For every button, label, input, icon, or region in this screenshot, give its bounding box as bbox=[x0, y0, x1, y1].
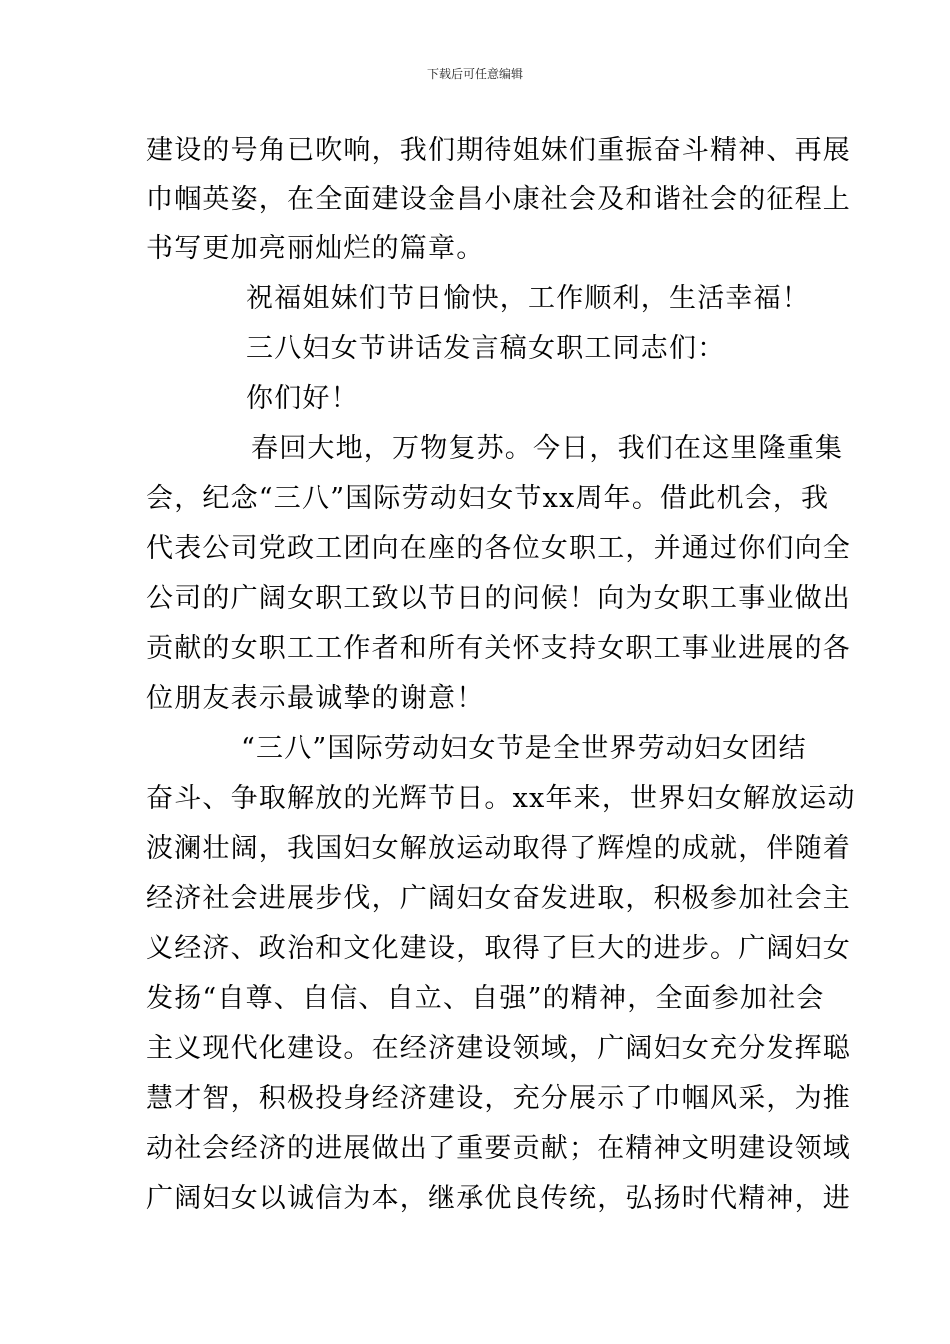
body-line: 波澜壮阔，我国妇女解放运动取得了辉煌的成就，伴随着 bbox=[146, 833, 851, 864]
body-line: 书写更加亮丽灿烂的篇章。 bbox=[146, 233, 485, 264]
body-line: 建设的号角已吹响，我们期待姐妹们重振奋斗精神、再展 bbox=[146, 135, 851, 166]
body-line: 你们好！ bbox=[246, 383, 359, 414]
body-line: 公司的广阔女职工致以节日的问候！向为女职工事业做出 bbox=[146, 583, 851, 614]
body-line: 主义现代化建设。在经济建设领域，广阔妇女充分发挥聪 bbox=[146, 1033, 851, 1064]
body-line: 位朋友表示最诚挚的谢意！ bbox=[146, 683, 485, 714]
body-line: 代表公司党政工团向在座的各位女职工，并通过你们向全 bbox=[146, 533, 851, 564]
body-line: 三八妇女节讲话发言稿女职工同志们： bbox=[246, 333, 726, 364]
body-line: 发扬“自尊、自信、自立、自强”的精神，全面参加社会 bbox=[146, 983, 825, 1014]
body-line: 经济社会进展步伐，广阔妇女奋发进取，积极参加社会主 bbox=[146, 883, 851, 914]
body-line: 巾帼英姿，在全面建设金昌小康社会及和谐社会的征程上 bbox=[146, 184, 851, 215]
body-line: “三八”国际劳动妇女节是全世界劳动妇女团结 bbox=[241, 733, 807, 764]
body-line: 会，纪念“三八”国际劳动妇女节xx周年。借此机会，我 bbox=[146, 483, 830, 514]
body-line: 慧才智，积极投身经济建设，充分展示了巾帼风采，为推 bbox=[146, 1083, 851, 1114]
page-header: 下载后可任意编辑 bbox=[426, 67, 523, 81]
body-line: 奋斗、争取解放的光辉节日。xx年来，世界妇女解放运动 bbox=[146, 783, 856, 814]
body-line: 祝福姐妹们节日愉快，工作顺利，生活幸福！ bbox=[246, 283, 810, 314]
body-line: 动社会经济的进展做出了重要贡献；在精神文明建设领域 bbox=[146, 1133, 851, 1164]
body-line: 义经济、政治和文化建设，取得了巨大的进步。广阔妇女 bbox=[146, 933, 851, 964]
body-line: 贡献的女职工工作者和所有关怀支持女职工事业进展的各 bbox=[146, 633, 851, 664]
body-line: 广阔妇女以诚信为本，继承优良传统，弘扬时代精神，进 bbox=[146, 1183, 851, 1214]
body-line: 春回大地，万物复苏。今日，我们在这里隆重集 bbox=[251, 433, 844, 464]
